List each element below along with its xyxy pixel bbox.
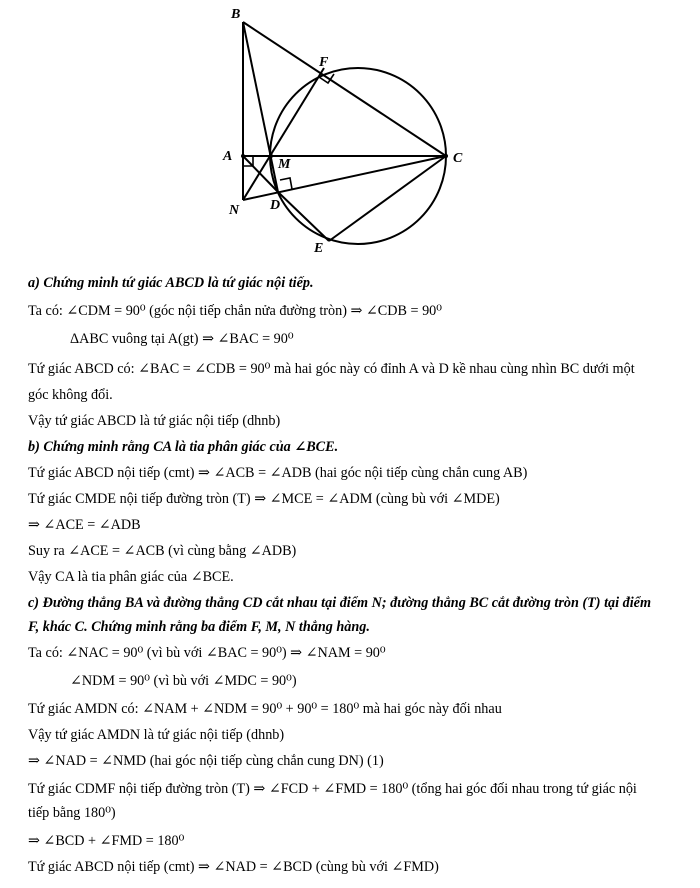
heading-part-b: b) Chứng minh rằng CA là tia phân giác của ∠BCE.: [28, 439, 339, 455]
geometry-figure: [0, 0, 700, 270]
text-line: Tứ giác ABCD nội tiếp (cmt) ⇒ ∠NAD = ∠BCD (cùng bù với ∠FMD): [28, 859, 439, 875]
segment-nf: [243, 68, 324, 200]
point-c: [444, 154, 448, 158]
label-f: F: [319, 55, 329, 70]
point-m: [269, 154, 273, 158]
text-line: Ta có: ∠NAC = 90⁰ (vì bù với ∠BAC = 90⁰) ⇒ ∠NAM = 90⁰: [28, 645, 386, 661]
text-line: ⇒ ∠NAD = ∠NMD (hai góc nội tiếp cùng chắn cung DN) (1): [28, 753, 384, 769]
text-line: ⇒ ∠ACE = ∠ADB: [28, 517, 141, 533]
label-m: M: [278, 157, 291, 172]
label-e: E: [314, 241, 324, 256]
text-line: Tứ giác ABCD có: ∠BAC = ∠CDB = 90⁰ mà hai góc này có đỉnh A và D kề nhau cùng nhìn BC dưới một: [28, 361, 635, 377]
right-angle-d: [280, 178, 292, 189]
text-line: Tứ giác ABCD nội tiếp (cmt) ⇒ ∠ACB = ∠ADB (hai góc nội tiếp cùng chắn cung AB): [28, 465, 528, 481]
heading-part-a: a) Chứng minh tứ giác ABCD là tứ giác nội tiếp.: [28, 275, 314, 291]
text-line: Vậy tứ giác ABCD là tứ giác nội tiếp (dhnb): [28, 413, 281, 429]
point-a: [241, 154, 245, 158]
text-line: tiếp bằng 180⁰): [28, 805, 116, 821]
text-line: Tứ giác CDMF nội tiếp đường tròn (T) ⇒ ∠FCD + ∠FMD = 180⁰ (tổng hai góc đối nhau trong tứ giác nội: [28, 781, 637, 797]
segment-de: [278, 192, 329, 241]
label-c: C: [453, 151, 463, 166]
text-line: Tứ giác CMDE nội tiếp đường tròn (T) ⇒ ∠MCE = ∠ADM (cùng bù với ∠MDE): [28, 491, 500, 507]
label-b: B: [231, 7, 241, 22]
text-line: góc không đổi.: [28, 387, 113, 403]
text-line: Vậy CA là tia phân giác của ∠BCE.: [28, 569, 234, 585]
text-line: ∠NDM = 90⁰ (vì bù với ∠MDC = 90⁰): [70, 673, 297, 689]
heading-part-c: c) Đường thẳng BA và đường thẳng CD cắt nhau tại điểm N; đường thẳng BC cắt đường tròn (T) tại điểm: [28, 595, 651, 611]
label-d: D: [270, 198, 281, 213]
text-line: Vậy tứ giác AMDN là tứ giác nội tiếp (dhnb): [28, 727, 285, 743]
text-line: ⇒ ∠BCD + ∠FMD = 180⁰: [28, 833, 185, 849]
text-line: Tứ giác AMDN có: ∠NAM + ∠NDM = 90⁰ + 90⁰ = 180⁰ mà hai góc này đối nhau: [28, 701, 502, 717]
text-line: Suy ra ∠ACE = ∠ACB (vì cùng bằng ∠ADB): [28, 543, 297, 559]
text-line: ΔABC vuông tại A(gt) ⇒ ∠BAC = 90⁰: [70, 331, 294, 347]
label-n: N: [229, 203, 240, 218]
label-a: A: [223, 149, 233, 164]
heading-part-c-cont: F, khác C. Chứng minh rằng ba điểm F, M, N thẳng hàng.: [28, 619, 370, 635]
text-line: Ta có: ∠CDM = 90⁰ (góc nội tiếp chắn nửa đường tròn) ⇒ ∠CDB = 90⁰: [28, 303, 442, 319]
